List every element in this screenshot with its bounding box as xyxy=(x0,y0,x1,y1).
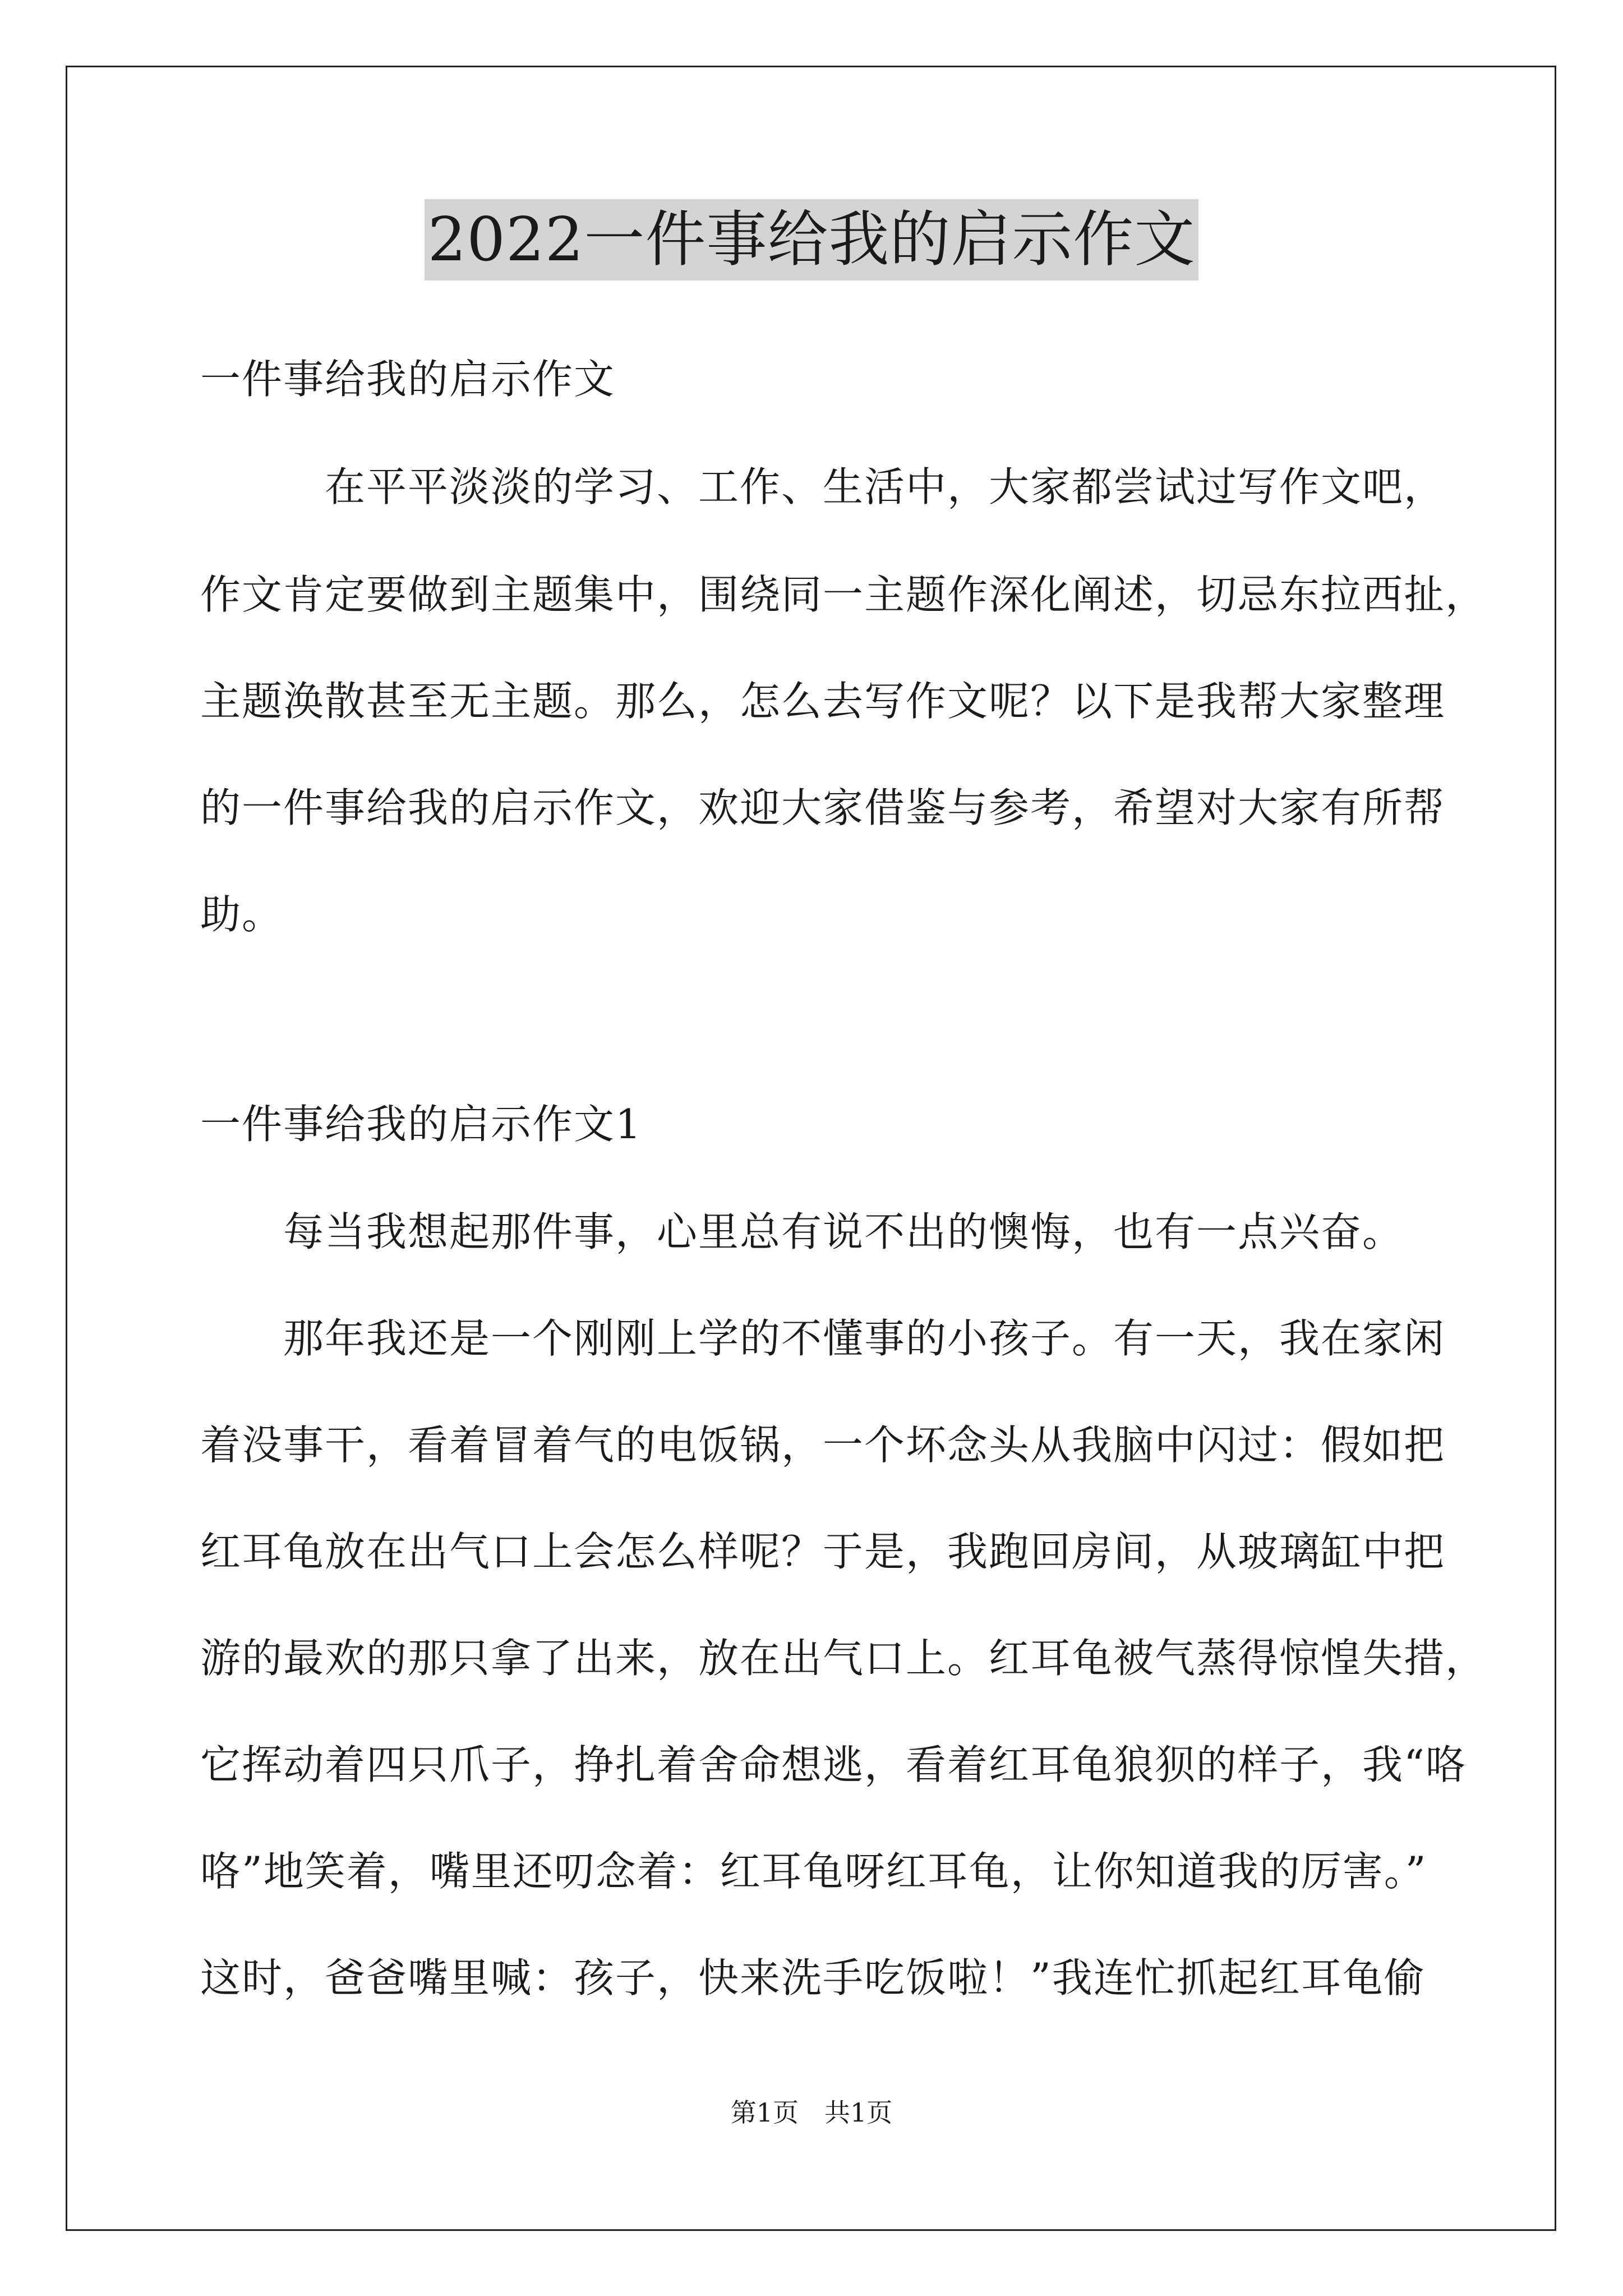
title-container xyxy=(0,199,1623,280)
paragraph-line: 主题涣散甚至无主题。那么，怎么去写作文呢？以下是我帮大家整理 xyxy=(200,678,1446,725)
paragraph-line: 那年我还是一个刚刚上学的不懂事的小孩子。有一天，我在家闲 xyxy=(200,1315,1446,1362)
paragraph-line: 作文肯定要做到主题集中，围绕同一主题作深化阐述，切忌东拉西扯， xyxy=(200,571,1487,618)
paragraph-line: 着没事干，看着冒着气的电饭锅，一个坏念头从我脑中闪过：假如把 xyxy=(200,1421,1446,1469)
section-heading: 一件事给我的启示作文1 xyxy=(200,1101,642,1148)
subtitle-line: 一件事给我的启示作文 xyxy=(200,356,616,403)
paragraph-line: 每当我想起那件事，心里总有说不出的懊悔，也有一点兴奋。 xyxy=(200,1208,1404,1255)
paragraph-line: 它挥动着四只爪子，挣扎着舍命想逃，看着红耳龟狼狈的样子，我“咯 xyxy=(200,1741,1467,1788)
paragraph-line: 助。 xyxy=(200,891,284,938)
paragraph-line: 游的最欢的那只拿了出来，放在出气口上。红耳龟被气蒸得惊惶失措， xyxy=(200,1635,1487,1682)
paragraph-line: 在平平淡淡的学习、工作、生活中，大家都尝试过写作文吧， xyxy=(200,463,1446,510)
page-footer: 第1页 共1页 xyxy=(730,2097,893,2128)
paragraph-line: 这时，爸爸嘴里喊：孩子，快来洗手吃饭啦！”我连忙抓起红耳龟偷 xyxy=(200,1954,1426,2001)
paragraph-line: 咯”地笑着，嘴里还叨念着：红耳龟呀红耳龟，让你知道我的厉害。” xyxy=(200,1848,1427,1895)
paragraph-line: 红耳龟放在出气口上会怎么样呢？于是，我跑回房间，从玻璃缸中把 xyxy=(200,1528,1446,1575)
paragraph-line: 的一件事给我的启示作文，欢迎大家借鉴与参考，希望对大家有所帮 xyxy=(200,784,1446,831)
document-title: 2022一件事给我的启示作文 xyxy=(425,199,1199,280)
